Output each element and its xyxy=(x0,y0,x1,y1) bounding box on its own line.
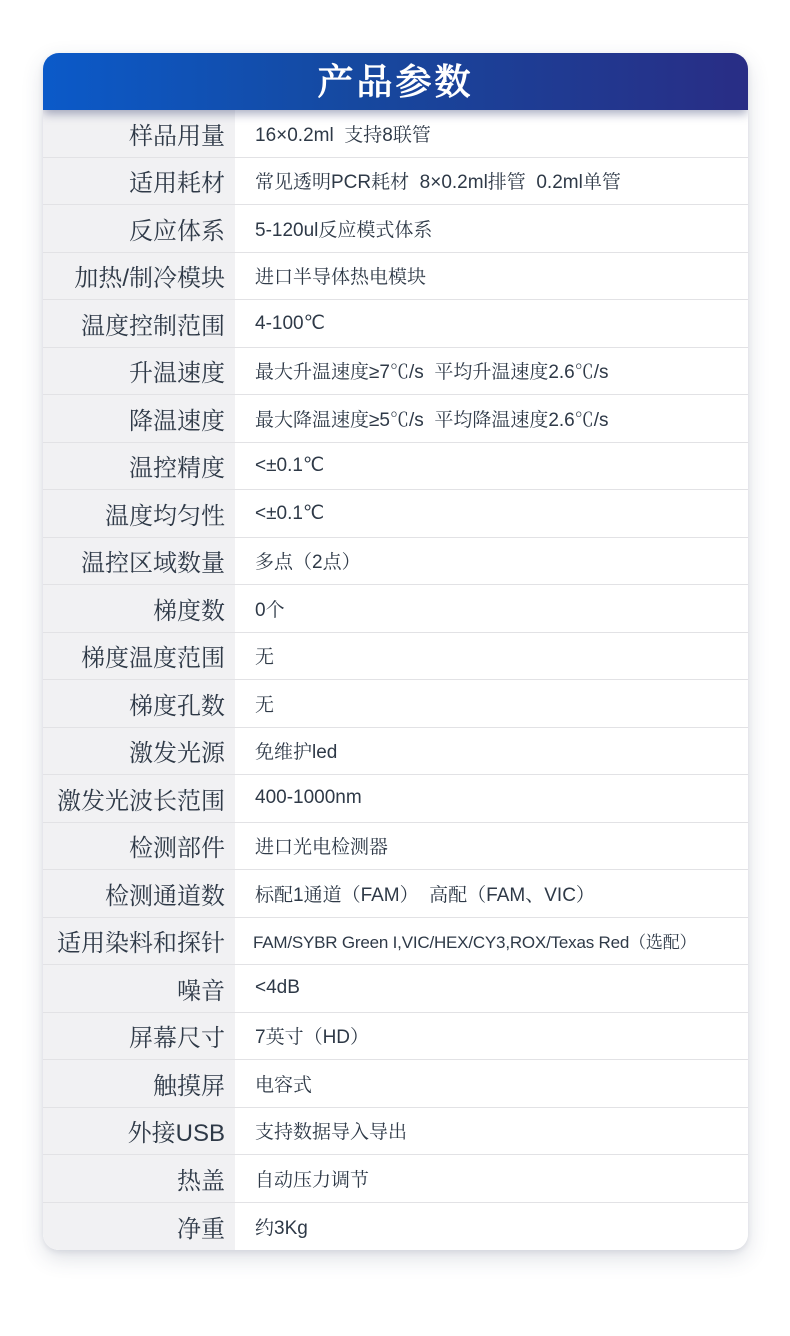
spec-value: 5-120ul反应模式体系 xyxy=(255,219,433,241)
spec-label: 温度控制范围 xyxy=(43,300,235,347)
card-header xyxy=(43,53,748,110)
table-row xyxy=(43,158,748,206)
page-title: 产品参数 xyxy=(317,61,474,102)
spec-label: 样品用量 xyxy=(43,110,235,157)
spec-label: 噪音 xyxy=(43,965,235,1012)
spec-value: <±0.1℃ xyxy=(255,502,325,524)
spec-label: 适用耗材 xyxy=(43,158,235,205)
table-row xyxy=(43,443,748,491)
spec-label: 温控精度 xyxy=(43,443,235,490)
spec-value: 无 xyxy=(255,647,275,669)
spec-label: 检测通道数 xyxy=(43,870,235,917)
table-row xyxy=(43,1060,748,1108)
spec-table xyxy=(43,110,748,1250)
table-row xyxy=(43,490,748,538)
spec-label: 净重 xyxy=(43,1203,235,1251)
table-row xyxy=(43,585,748,633)
spec-value: 电容式 xyxy=(255,1074,313,1096)
spec-value: 最大降温速度≥5℃/s 平均降温速度2.6℃/s xyxy=(255,409,609,431)
table-row xyxy=(43,1013,748,1061)
table-row xyxy=(43,633,748,681)
table-row xyxy=(43,965,748,1013)
table-row xyxy=(43,110,748,158)
spec-value: 4-100℃ xyxy=(255,312,325,334)
table-row xyxy=(43,300,748,348)
spec-value: 标配1通道（FAM） 高配（FAM、VIC） xyxy=(255,884,595,906)
spec-label: 降温速度 xyxy=(43,395,235,442)
table-row xyxy=(43,775,748,823)
spec-label: 反应体系 xyxy=(43,205,235,252)
table-row xyxy=(43,253,748,301)
table-row xyxy=(43,1108,748,1156)
spec-label: 温控区域数量 xyxy=(43,538,235,585)
spec-label: 外接USB xyxy=(43,1108,235,1155)
spec-value: 约3Kg xyxy=(255,1217,308,1239)
table-row xyxy=(43,205,748,253)
spec-label: 梯度数 xyxy=(43,585,235,632)
spec-label: 检测部件 xyxy=(43,823,235,870)
spec-label: 触摸屏 xyxy=(43,1060,235,1107)
table-row xyxy=(43,918,748,966)
spec-value: 支持数据导入导出 xyxy=(255,1122,408,1144)
spec-label: 激发光波长范围 xyxy=(43,775,235,822)
table-row xyxy=(43,1155,748,1203)
table-row xyxy=(43,1203,748,1251)
spec-label: 梯度孔数 xyxy=(43,680,235,727)
table-row xyxy=(43,680,748,728)
spec-label: 激发光源 xyxy=(43,728,235,775)
table-row xyxy=(43,395,748,443)
spec-label: 升温速度 xyxy=(43,348,235,395)
spec-value: 进口半导体热电模块 xyxy=(255,267,427,289)
spec-value: 常见透明PCR耗材 8×0.2ml排管 0.2ml单管 xyxy=(255,172,621,194)
spec-card xyxy=(43,53,748,1250)
spec-value: 400-1000nm xyxy=(255,787,362,809)
spec-value: 最大升温速度≥7℃/s 平均升温速度2.6℃/s xyxy=(255,362,609,384)
table-row xyxy=(43,538,748,586)
spec-value: 进口光电检测器 xyxy=(255,837,389,859)
table-row xyxy=(43,870,748,918)
spec-value: <±0.1℃ xyxy=(255,455,325,477)
spec-value: <4dB xyxy=(255,977,300,999)
spec-value: 无 xyxy=(255,694,275,716)
spec-value: 多点（2点） xyxy=(255,552,361,574)
table-row xyxy=(43,728,748,776)
spec-value: 0个 xyxy=(255,599,285,621)
spec-label: 加热/制冷模块 xyxy=(43,253,235,300)
spec-label: 梯度温度范围 xyxy=(43,633,235,680)
spec-label: 屏幕尺寸 xyxy=(43,1013,235,1060)
spec-value: 免维护led xyxy=(255,742,338,764)
spec-label: 适用染料和探针 xyxy=(43,918,235,965)
spec-value: FAM/SYBR Green I,VIC/HEX/CY3,ROX/Texas Red（选配） xyxy=(253,933,697,953)
spec-value: 7英寸（HD） xyxy=(255,1027,370,1049)
spec-value: 16×0.2ml 支持8联管 xyxy=(255,124,431,146)
spec-label: 热盖 xyxy=(43,1155,235,1202)
spec-label: 温度均匀性 xyxy=(43,490,235,537)
table-row xyxy=(43,348,748,396)
spec-value: 自动压力调节 xyxy=(255,1169,370,1191)
table-row xyxy=(43,823,748,871)
